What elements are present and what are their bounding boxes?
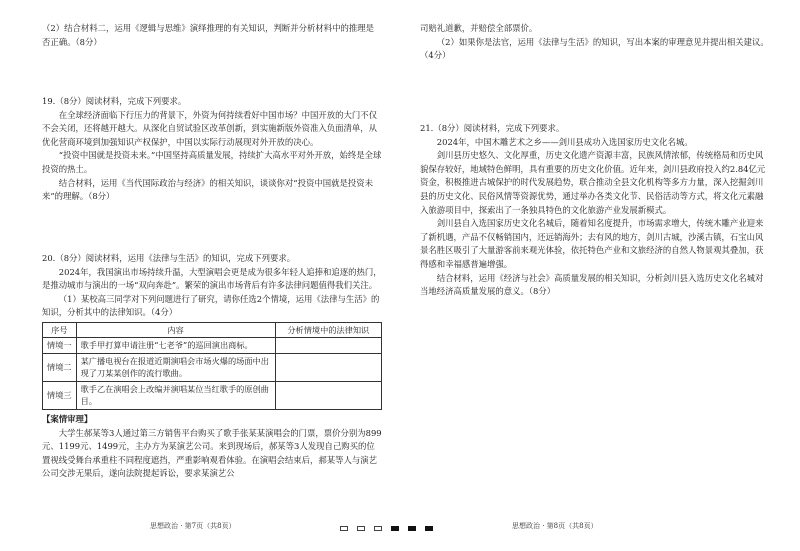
row-number: 情境二 [43,353,77,381]
row-number: 情境三 [43,381,77,409]
q19-heading: 19.（8分）阅读材料，完成下列要求。 [42,96,187,106]
row-content: 歌手乙在演唱会上改编并演唱某位当红歌手的原创曲目。 [76,381,275,409]
question-20 [42,252,382,481]
q20-task-1: （1）某校高三同学对下列问题进行了研究，请你任选2个情境，运用《法律与生活》的知识，分析其中的法律知识。（4分） [42,293,380,318]
q19-paragraph-1: 在全球经济面临下行压力的背景下，外资为何持续看好中国市场？中国开放的大门不仅不会关闭，还将越开越大。从深化自贸试验区改革创新，到实施新版外资准入负面清单，从优化营商环境到加强知识产权保护，中国以实际行动展现对外开放的决心。 [42,109,378,147]
q21-paragraph-3: 剑川县自入选国家历史文化名城后，随着知名度提升，市场需求增大，传统木雕产业迎来了新机遇，产品不仅畅销国内，还远销海外；去有风的地方，剑川古城，沙溪古镇，石宝山风景名胜区吸引了大量游客前来观光体验，依托特色产业和文旅经济的自然人物景观其叠加，获得感和幸福感普遍增强。 [420,218,764,269]
q20-paragraph-1: 2024年，我国演出市场持续升温，大型演唱会更是成为很多年轻人追捧和追逐的热门，是推动城市与演出的一场“双向奔赴”。繁荣的演出市场背后有许多法律问题值得我们关注。 [42,266,382,291]
square-mark [374,526,382,531]
right-page-footer: 思想政治 · 第8页（共8页） [512,522,598,530]
right-page [400,0,800,551]
row-content: 某广播电视台在报道近期演唱会市场火爆的场面中出现了刀某某创作的流行歌曲。 [76,353,275,381]
square-mark [340,526,348,531]
question-21 [420,122,770,299]
row-analysis-blank [275,353,381,381]
header-analysis: 分析情境中的法律知识 [275,322,381,338]
table-row [43,338,382,354]
row-analysis-blank [275,381,381,409]
q20-heading: 20.（8分）阅读材料，运用《法律与生活》的知识，完成下列要求。 [42,253,296,263]
situation-table [42,322,382,410]
left-page-footer: 思想政治 · 第7页（共8页） [150,522,236,530]
table-row [43,381,382,409]
row-content: 歌手甲打算申请注册“七老爷”的巡回演出商标。 [76,338,275,354]
header-number: 序号 [43,322,77,338]
case-text-continued: 司赔礼道歉，并赔偿全部票价。 [420,23,538,33]
square-mark [357,526,365,531]
case-title: 【案情审理】 [42,413,93,424]
q19-task: 结合材料，运用《当代国际政治与经济》的相关知识，谈谈你对“投资中国就是投资未来”的理解。（8分） [42,177,373,202]
q20-task-2: （2）如果你是法官，运用《法律与生活》的知识，写出本案的审理意见并提出相关建议。（4分） [420,36,769,61]
q20-continuation [420,22,770,63]
q21-paragraph-2: 剑川县历史悠久、文化厚重，历史文化遗产资源丰富，民族风情浓郁，传统格局和历史风貌保存较好，地域特色鲜明，具有重要的历史文化价值。近年来，剑川县政府投入约2.84亿元资金，积极推进古城保护的时代发展趋势，联合推动全县文化机构等多方力量，深入挖掘剑川县的历史文化、民俗风情等资源优势，通过举办各类文化节、民俗活动等方式，将文化元素融入旅游项目中，探索出了一条独具特色的文化旅游产业发展新模式。 [420,150,766,215]
square-mark [391,526,399,531]
table-row [43,353,382,381]
table-header-row [43,322,382,338]
header-content: 内容 [76,322,275,338]
q19-paragraph-2: “投资中国就是投资未来。”中国坚持高质量发展，持续扩大高水平对外开放，始终是全球投资的热土。 [42,150,382,174]
row-analysis-blank [275,338,381,354]
q18-part2-block [42,22,382,49]
q21-task: 结合材料，运用《经济与社会》高质量发展的相关知识，分析剑川县入选历史文化名城对当地经济高质量发展的意义。（8分） [420,272,764,297]
question-19 [42,95,382,204]
row-number: 情境一 [43,338,77,354]
q21-paragraph-1: 2024年，中国木雕艺术之乡——剑川县成功入选国家历史文化名城。 [436,136,693,147]
case-text: 大学生郝某等3人通过第三方销售平台购买了歌手张某某演唱会的门票，票价分别为899元、1199元、1499元，主办方为某演艺公司。来到现场后，郝某等3人发现自己购买的位置视线受舞台承重柱不同程度遮挡，严重影响观看体验。在演唱会结束后，郝某等人与演艺公司交涉无果后，遂向法院提起诉讼，要求某演艺公 [42,427,382,479]
q21-heading: 21.（8分）阅读材料，完成下列要求。 [420,123,565,133]
q18-part2-text: （2）结合材料二，运用《逻辑与思维》演绎推理的有关知识，判断并分析材料中的推理是否正确。（8分） [42,23,374,47]
